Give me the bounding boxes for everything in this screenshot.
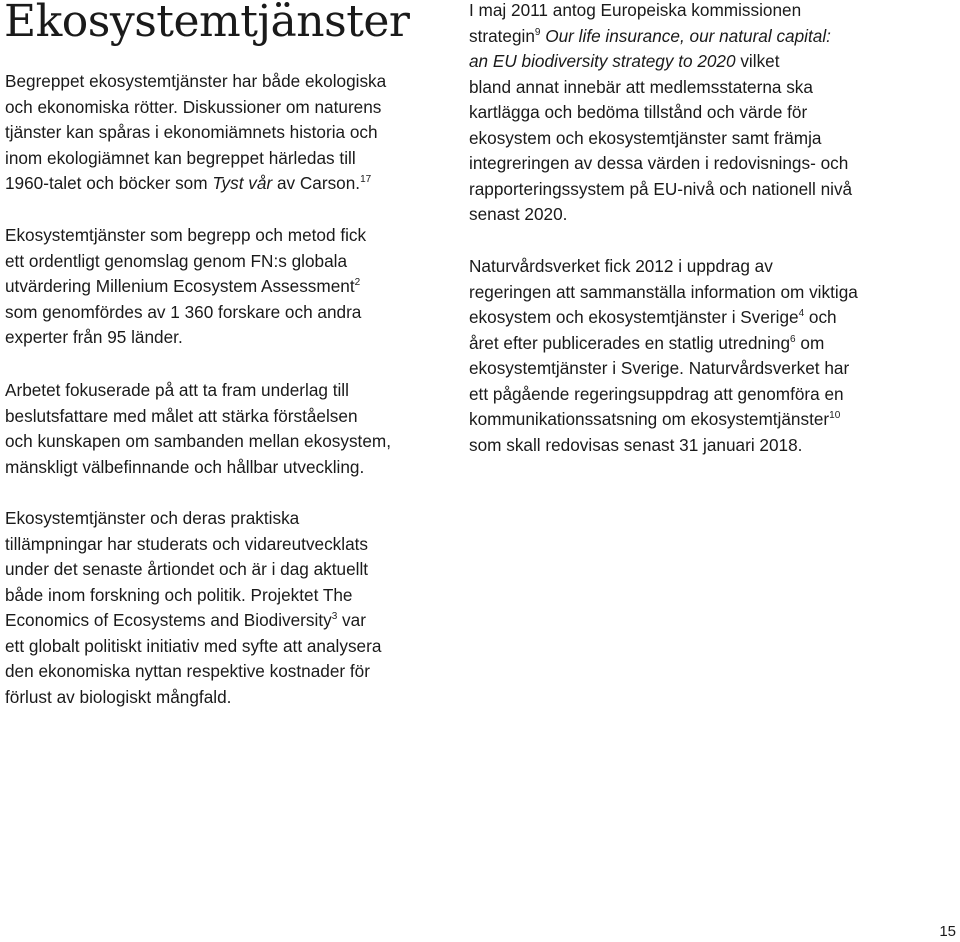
text-run: och xyxy=(804,307,837,327)
text-line: den ekonomiska nyttan respektive kostnader för xyxy=(5,661,370,681)
text-run: Economics of Ecosystems and Biodiversity xyxy=(5,610,332,630)
text-line: och kunskapen om sambanden mellan ekosystem, xyxy=(5,431,391,451)
text-line xyxy=(469,305,858,331)
text-line xyxy=(5,171,386,197)
text-line: förlust av biologiskt mångfald. xyxy=(5,686,232,707)
paragraph-millenium-assessment xyxy=(5,223,366,351)
footnote-ref: 4 xyxy=(798,308,805,319)
text-line: kartlägga och bedöma tillstånd och värde för xyxy=(469,102,808,122)
text-line: mänskligt välbefinnande och hållbar utveckling. xyxy=(5,456,365,477)
text-run: utvärdering Millenium Ecosystem Assessment xyxy=(5,276,355,296)
text-line: som skall redovisas senast 31 januari 2018. xyxy=(469,434,803,455)
text-line: ett ordentligt genomslag genom FN:s globala xyxy=(5,250,348,271)
text-line: bland annat innebär att medlemsstaterna ska xyxy=(469,76,813,97)
text-line: ekosystemtjänster i Sverige. Naturvårdsverket har xyxy=(469,358,850,378)
text-line: under det senaste årtiondet och är i dag aktuellt xyxy=(5,559,369,579)
text-line: senast 2020. xyxy=(469,204,568,224)
footnote-ref: 10 xyxy=(829,410,841,421)
text-line xyxy=(469,24,852,50)
text-run: strategin xyxy=(469,25,535,46)
text-run: var xyxy=(337,610,366,630)
text-line: inom ekologiämnet kan begreppet härledas till xyxy=(5,147,356,168)
page-title: Ekosystemtjänster xyxy=(4,0,410,47)
text-line: Arbetet fokuserade på att ta fram underlag till xyxy=(5,380,349,400)
text-line: experter från 95 länder. xyxy=(5,327,183,347)
footnote-ref: 6 xyxy=(790,333,796,345)
text-line: Ekosystemtjänster och deras praktiska xyxy=(5,508,300,528)
text-line: integreringen av dessa värden i redovisnings- och xyxy=(469,153,849,173)
book-title: Tyst vår xyxy=(212,173,273,193)
text-line: tillämpningar har studerats och vidareutvecklats xyxy=(5,533,369,554)
text-line xyxy=(469,331,858,357)
paragraph-origins xyxy=(5,69,386,197)
paragraph-work-focus xyxy=(5,378,391,480)
text-line: och ekonomiska rötter. Diskussioner om naturens xyxy=(5,96,382,117)
text-run: av Carson. xyxy=(272,173,361,193)
text-line xyxy=(5,274,366,300)
text-run: 1960-talet och böcker som xyxy=(5,173,213,193)
page-number: 15 xyxy=(939,923,956,940)
text-line xyxy=(5,608,381,634)
text-run: ekosystem och ekosystemtjänster i Sverige xyxy=(469,307,799,327)
text-run: vilket xyxy=(735,51,780,71)
text-line: Begreppet ekosystemtjänster har både ekologiska xyxy=(5,71,387,91)
text-line: både inom forskning och politik. Projektet The xyxy=(5,584,353,605)
footnote-ref: 17 xyxy=(360,174,372,185)
text-line: Ekosystemtjänster som begrepp och metod fick xyxy=(5,225,367,245)
footnote-ref: 3 xyxy=(331,611,338,622)
text-line: ett globalt politiskt initiativ med syfte att analysera xyxy=(5,635,382,656)
text-line: ett pågående regeringsuppdrag att genomföra en xyxy=(469,383,844,404)
text-line xyxy=(469,407,858,433)
text-run: om xyxy=(795,332,825,353)
text-line: som genomfördes av 1 360 forskare och andra xyxy=(5,301,362,322)
paragraph-eu-strategy xyxy=(469,0,852,228)
text-line: rapporteringssystem på EU-nivå och nationell nivå xyxy=(469,178,853,199)
text-line: ekosystem och ekosystemtjänster samt främja xyxy=(469,127,822,148)
footnote-ref: 2 xyxy=(354,277,361,288)
text-line xyxy=(469,49,852,75)
text-line: I maj 2011 antog Europeiska kommissionen xyxy=(469,0,802,20)
strategy-title: Our life insurance, our natural capital: xyxy=(540,25,831,46)
text-run: året efter publicerades en statlig utredning xyxy=(469,332,791,353)
paragraph-naturvardsverket xyxy=(469,254,858,458)
text-line: tjänster kan spåras i ekonomiämnets historia och xyxy=(5,122,378,142)
footnote-ref: 9 xyxy=(534,26,541,38)
paragraph-applications xyxy=(5,506,381,710)
strategy-title: an EU biodiversity strategy to 2020 xyxy=(469,51,736,71)
text-line: regeringen att sammanställa information om viktiga xyxy=(469,281,858,302)
text-line: Naturvårdsverket fick 2012 i uppdrag av xyxy=(469,256,773,276)
text-run: kommunikationssatsning om ekosystemtjänster xyxy=(469,409,830,429)
text-line: beslutsfattare med målet att stärka förståelsen xyxy=(5,405,358,426)
